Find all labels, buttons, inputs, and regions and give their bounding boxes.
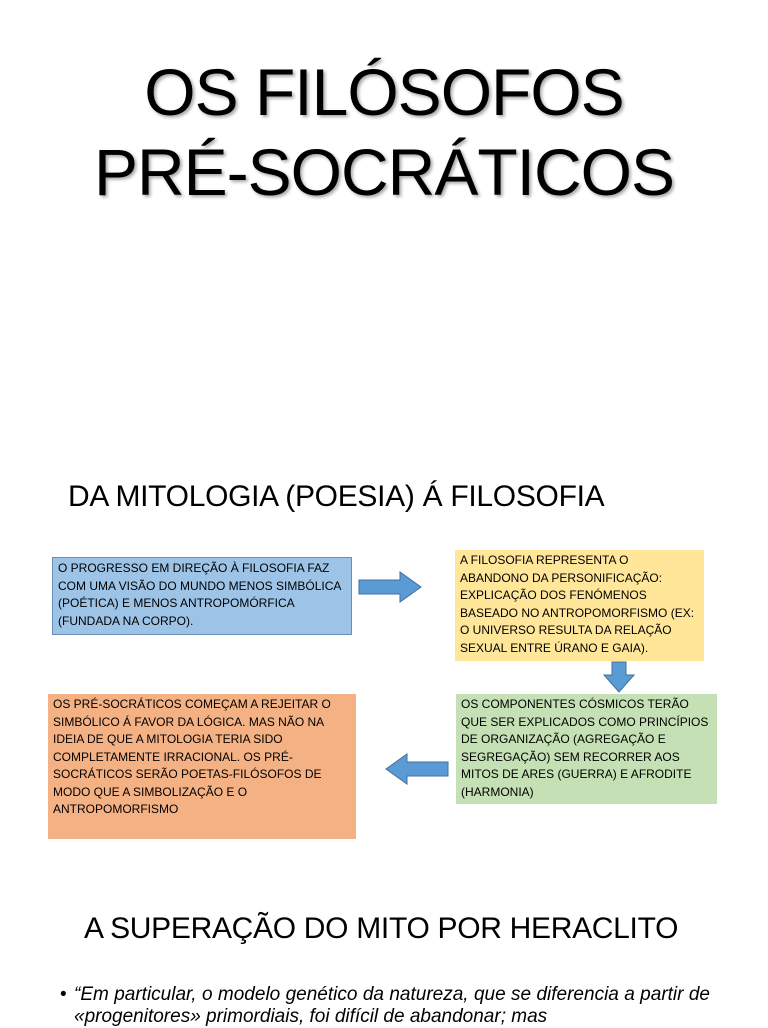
arrow-down-icon xyxy=(603,661,635,693)
title-line-2: PRÉ-SOCRÁTICOS xyxy=(93,135,675,209)
slide-heading: A SUPERAÇÃO DO MITO POR HERACLITO xyxy=(84,912,679,945)
arrow-left-icon xyxy=(385,753,449,785)
slide-heraclitus xyxy=(0,860,768,1027)
bullet-icon: • xyxy=(60,984,67,1005)
concept-box-progress: O PROGRESSO EM DIREÇÃO À FILOSOFIA FAZ COM UMA VISÃO DO MUNDO MENOS SIMBÓLICA (POÉTICA) E MENOS ANTROPOMÓRFICA (FUNDADA NA CORPO). xyxy=(52,557,352,635)
concept-box-presocratics: OS PRÉ-SOCRÁTICOS COMEÇAM A REJEITAR O SIMBÓLICO Á FAVOR DA LÓGICA. MAS NÃO NA IDEIA DE QUE A MITOLOGIA TERIA SIDO COMPLETAMENTE IRRACIONAL. OS PRÉ-SOCRÁTICOS SERÃO POETAS-FILÓSOFOS DE MODO QUE A SIMBOLIZAÇÃO E O ANTROPOMORFISMO xyxy=(48,694,356,839)
slide-title xyxy=(0,0,768,430)
slide-mythology-to-philosophy xyxy=(0,430,768,860)
bullet-text: “Em particular, o modelo genético da natureza, que se diferencia a partir de «progenitores» primordiais, foi difícil de abandonar; mas xyxy=(74,984,710,1027)
presentation-title xyxy=(0,52,768,212)
slide-heading: DA MITOLOGIA (POESIA) Á FILOSOFIA xyxy=(68,480,605,513)
arrow-right-icon xyxy=(358,571,422,603)
title-line-1: OS FILÓSOFOS xyxy=(144,55,624,129)
concept-box-cosmic-components: OS COMPONENTES CÓSMICOS TERÃO QUE SER EXPLICADOS COMO PRINCÍPIOS DE ORGANIZAÇÃO (AGREGAÇÃO E SEGREGAÇÃO) SEM RECORRER AOS MITOS DE ARES (GUERRA) E AFRODITE (HARMONIA) xyxy=(456,694,717,804)
bullet-item xyxy=(60,984,710,1028)
concept-box-personification: A FILOSOFIA REPRESENTA O ABANDONO DA PERSONIFICAÇÃO: EXPLICAÇÃO DOS FENÓMENOS BASEADO NO ANTROPOMORFISMO (EX: O UNIVERSO RESULTA DA RELAÇÃO SEXUAL ENTRE ÚRANO E GAIA). xyxy=(455,550,704,661)
